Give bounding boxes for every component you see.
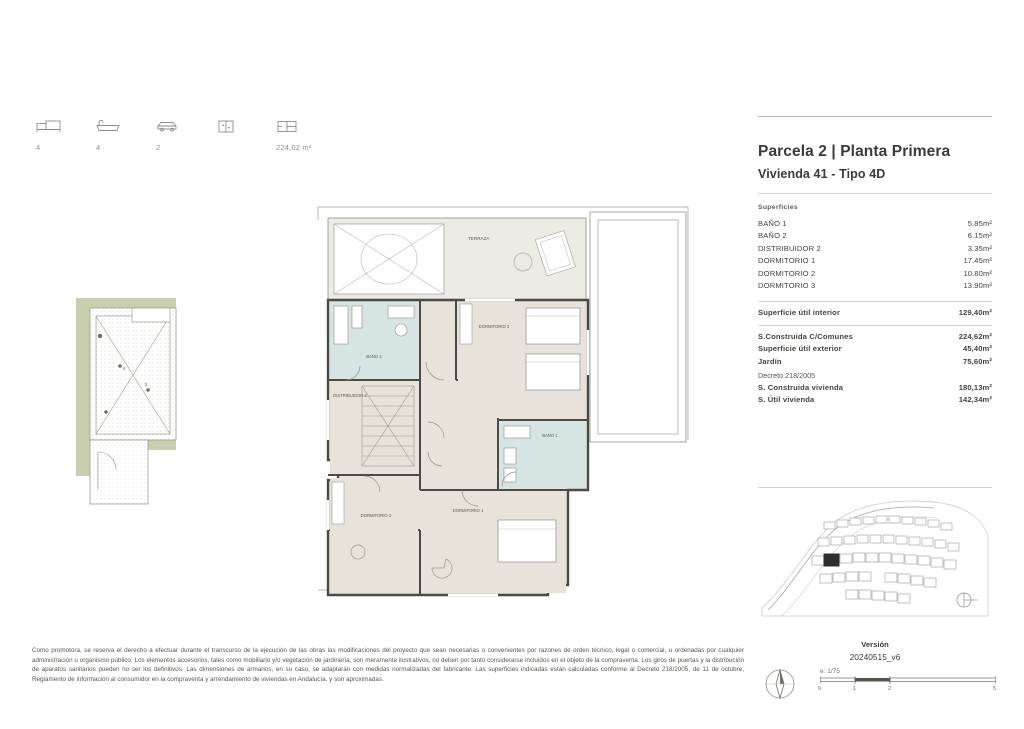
total-row	[758, 343, 992, 355]
total-row	[758, 356, 992, 368]
room-value: 6.15m²	[967, 231, 992, 241]
elevator-icon	[216, 118, 242, 134]
decreto-value: 180,13m²	[958, 383, 992, 393]
surface-row	[758, 218, 992, 230]
highlighted-unit	[824, 554, 839, 566]
label-dormitorio3: DORMITORIO 3	[478, 324, 510, 329]
surfaces-heading: Superficies	[758, 204, 798, 211]
bathtub-icon	[96, 118, 122, 134]
version-block	[758, 640, 992, 662]
main-plan	[318, 207, 688, 595]
decreto-row	[758, 382, 992, 394]
car-icon	[156, 118, 182, 134]
legal-disclaimer: Como promotora, se reserva el derecho a efectuar durante el transcurso de la ejecución de las obras las modificaciones del proyecto que sean necesarias o convenientes por razones de orden técnico, legal o comercial, u ordenadas por cualquier administración u organismo público. Los elementos accesorios, tales como mobiliario y/o vegetación de jardinería, son meramente ilustrativos, no deben por tanto considerarse incluidos en el objeto de la compraventa. Los giros de puertas y la distribución de aparatos sanitarios pueden no ser los definitivos. Las dimensiones de armarios, en su caso, se adaptarán con medidas normalizadas del fabricante. Las superficies indicadas están calculadas conforme al Decreto 218/2005, de 11 de octubre, Reglamento de información al consumidor en la compraventa y arrendamiento de viviendas en Andalucía, y son aproximadas.	[32, 647, 744, 683]
interior-total-row	[758, 307, 992, 319]
room-value: 5.85m²	[967, 219, 992, 228]
svg-text:3: 3	[144, 382, 148, 387]
label-distribuidor2: DISTRIBUIDOR 2	[333, 393, 367, 398]
label-bano2: BAÑO 2	[366, 354, 382, 359]
total-name: S.Construida C/Comunes	[758, 331, 853, 341]
room-value: 13.90m²	[963, 281, 992, 291]
surfaces-rule	[758, 193, 992, 194]
surface-row	[758, 255, 992, 267]
feature-icon-strip	[36, 118, 356, 152]
scale-tick: 1	[853, 686, 857, 692]
info-panel	[758, 116, 992, 407]
bed-icon	[36, 118, 62, 134]
scale-tick: 2	[888, 686, 892, 692]
scale-tick: 5	[993, 686, 997, 692]
scale-tick: 0	[818, 686, 822, 692]
page-title: Parcela 2 | Planta Primera	[758, 143, 951, 160]
scale-label: e: 1/75	[820, 668, 840, 675]
surface-row	[758, 230, 992, 242]
area-feature	[276, 118, 356, 152]
interior-total-value: 129,40m²	[958, 308, 992, 318]
interior-total-name: Superficie útil interior	[758, 308, 841, 318]
room-name: DORMITORIO 2	[758, 268, 816, 278]
label-dormitorio1: DORMITORIO 1	[452, 508, 484, 513]
total-name: Superficie útil exterior	[758, 344, 842, 354]
room-value: 10.80m²	[963, 268, 992, 278]
total-name: Jardín	[758, 356, 782, 366]
version-label: Versión	[861, 640, 889, 649]
key-plan	[76, 298, 176, 504]
scale-ticks	[820, 686, 996, 696]
compass-icon	[760, 662, 804, 708]
label-terraza: TERRAZA	[468, 236, 490, 241]
decreto-name: S. Útil vivienda	[758, 395, 815, 405]
version-value: 20240515_v6	[849, 652, 901, 662]
surface-row	[758, 268, 992, 280]
surface-row	[758, 243, 992, 255]
room-name: BAÑO 2	[758, 231, 787, 241]
site-location-map	[758, 487, 992, 628]
elevator-feature	[216, 118, 250, 143]
bed-feature	[36, 118, 70, 152]
top-rule	[758, 116, 992, 117]
room-name: DORMITORIO 1	[758, 256, 816, 266]
label-bano1: BAÑO 1	[542, 433, 558, 438]
decreto-label: Decreto 218/2005	[758, 371, 816, 381]
svg-text:4: 4	[122, 366, 126, 371]
bed-count: 4	[36, 143, 41, 152]
decreto-name: S. Construida vivienda	[758, 383, 844, 393]
room-name: DISTRIBUIDOR 2	[758, 243, 821, 253]
label-dormitorio2: DORMITORIO 2	[360, 513, 392, 518]
total-value: 45,40m²	[963, 344, 992, 354]
car-count: 2	[156, 143, 161, 152]
room-name: DORMITORIO 3	[758, 281, 816, 291]
decreto-row	[758, 394, 992, 406]
total-value: 75,60m²	[963, 356, 992, 366]
bath-count: 4	[96, 143, 101, 152]
page-subtitle: Vivienda 41 - Tipo 4D	[758, 167, 886, 181]
scale-bar	[760, 660, 996, 708]
total-value: 224,62m²	[958, 331, 992, 341]
total-row	[758, 331, 992, 343]
floorplan-area-icon	[276, 118, 302, 134]
decreto-value: 142,34m²	[958, 395, 992, 405]
area-value: 224,62 m²	[276, 143, 312, 152]
surface-row	[758, 280, 992, 292]
floor-plan-drawing	[28, 190, 738, 620]
bathtub-feature	[96, 118, 130, 152]
car-feature	[156, 118, 190, 152]
room-name: BAÑO 1	[758, 219, 787, 228]
room-value: 17.45m²	[963, 256, 992, 266]
room-value: 3.35m²	[967, 243, 992, 253]
